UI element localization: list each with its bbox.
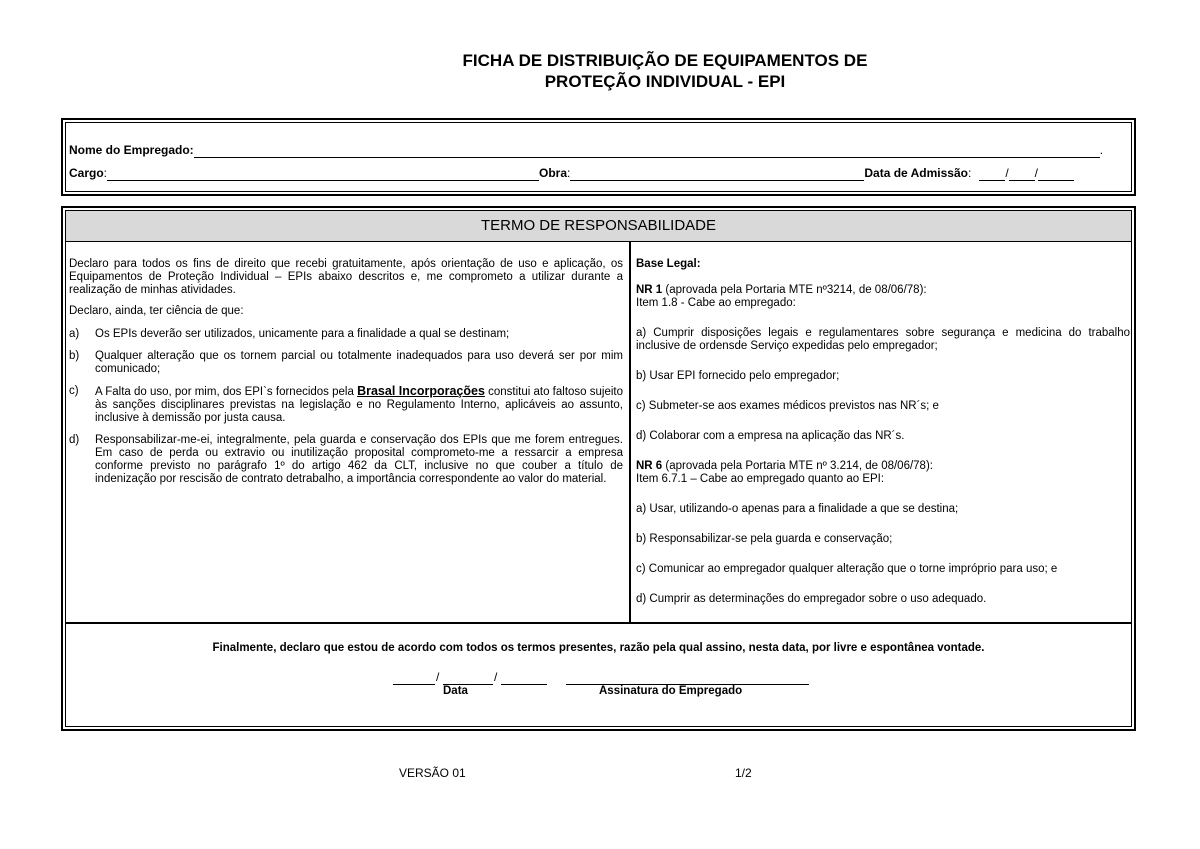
cargo-field[interactable] [107, 168, 539, 181]
nr6-block: NR 6 (aprovada pela Portaria MTE nº 3.214, de 08/06/78): Item 6.7.1 – Cabe ao empregado quanto ao EPI: [636, 460, 933, 485]
nr6-point: a) Usar, utilizando-o apenas para a finalidade a que se destina; [636, 503, 959, 515]
date-month-line [443, 670, 493, 685]
name-line-end: . [1099, 143, 1104, 157]
version-label: VERSÃO 01 [399, 766, 466, 780]
declaration-intro: Declaro para todos os fins de direito que recebi gratuitamente, após orientação de uso e aplicação, os Equipamentos de Proteção Individual – EPIs abaixo descritos e, me comprometo a utilizar durante a realização de minhas atividades. [69, 258, 623, 296]
declaration-item: d) Responsabilizar-me-ei, integralmente, pela guarda e conservação dos EPIs que me forem entregues. Em caso de perda ou extravio ou inutilização proposital comprometo-me a ressarcir a empresa conforme previsto no parágrafo 1º do artigo 462 da CLT, inclusive no que couber a título de indenização por rescisão de contrato detrabalho, a importância correspondente ao valor do material. [69, 434, 623, 485]
declaration-item: c) A Falta do uso, por mim, dos EPI`s fornecidos pela Brasal Incorporações constitui ato faltoso sujeito às sanções disciplinares previstas na legislação e no Regulamento Interno, aplicáveis ao assunto, inclusive à demissão por justa causa. [69, 384, 624, 424]
base-legal-heading: Base Legal: [636, 258, 701, 270]
nr6-point: c) Comunicar ao empregador qualquer alteração que o torne impróprio para uso; e [636, 563, 1058, 575]
signature-label: Assinatura do Empregado [599, 685, 743, 697]
page-number: 1/2 [735, 766, 752, 780]
column-divider [629, 242, 631, 623]
document-title [300, 50, 1030, 92]
obra-field[interactable] [570, 168, 864, 181]
legal-basis-column [636, 258, 1130, 606]
section-divider [66, 622, 1131, 624]
signature-area [63, 670, 1134, 700]
cargo-label: Cargo [69, 166, 104, 180]
employee-info-box [61, 118, 1136, 196]
date-day-line [393, 670, 435, 685]
final-statement: Finalmente, declaro que estou de acordo com todos os termos presentes, razão pela qual assino, nesta data, por livre e espontânea vontade. [212, 642, 985, 654]
date-year-line [501, 670, 547, 685]
admission-month-field[interactable] [1009, 168, 1035, 181]
company-name: Brasal Incorporações [357, 384, 485, 398]
admission-year-field[interactable] [1038, 168, 1074, 181]
declaration-intro-2: Declaro, ainda, ter ciência de que: [69, 305, 244, 317]
employee-name-label: Nome do Empregado: [69, 143, 194, 157]
declaration-item: a) Os EPIs deverão ser utilizados, unicamente para a finalidade a qual se destinam; [69, 328, 510, 340]
admission-date-label: Data de Admissão [864, 166, 968, 180]
obra-label: Obra [539, 166, 568, 180]
termo-header: TERMO DE RESPONSABILIDADE [66, 211, 1131, 242]
nr1-point: c) Submeter-se aos exames médicos previstos nas NR´s; e [636, 400, 939, 412]
nr1-point: b) Usar EPI fornecido pelo empregador; [636, 370, 840, 382]
nr1-point: d) Colaborar com a empresa na aplicação das NR´s. [636, 430, 905, 442]
date-label: Data [443, 685, 468, 697]
declaration-item: b) Qualquer alteração que os tornem parcial ou totalmente inadequados para uso deverá ser por mim comunicado; [69, 350, 623, 375]
signature-field[interactable] [566, 670, 809, 685]
employee-name-field[interactable] [194, 145, 1100, 158]
termo-box [61, 206, 1136, 731]
nr6-point: b) Responsabilizar-se pela guarda e conservação; [636, 533, 893, 545]
title-line-2: PROTEÇÃO INDIVIDUAL - EPI [544, 72, 786, 91]
nr1-block: NR 1 (aprovada pela Portaria MTE nº3214, de 08/06/78): Item 1.8 - Cabe ao empregado: [636, 284, 927, 309]
admission-day-field[interactable] [979, 168, 1005, 181]
nr6-point: d) Cumprir as determinações do empregador sobre o uso adequado. [636, 593, 987, 605]
date-field[interactable]: / / [393, 670, 547, 684]
title-line-1: FICHA DE DISTRIBUIÇÃO DE EQUIPAMENTOS DE [462, 51, 868, 70]
employee-name-row [69, 142, 1128, 158]
declaration-column [69, 258, 623, 495]
employee-details-row: Cargo : Obra : Data de Admissão : / / [69, 165, 1128, 181]
nr1-point: a) Cumprir disposições legais e regulamentares sobre segurança e medicina do trabalho inclusive de ordensde Serviço expedidas pelo empregador; [636, 327, 1130, 352]
